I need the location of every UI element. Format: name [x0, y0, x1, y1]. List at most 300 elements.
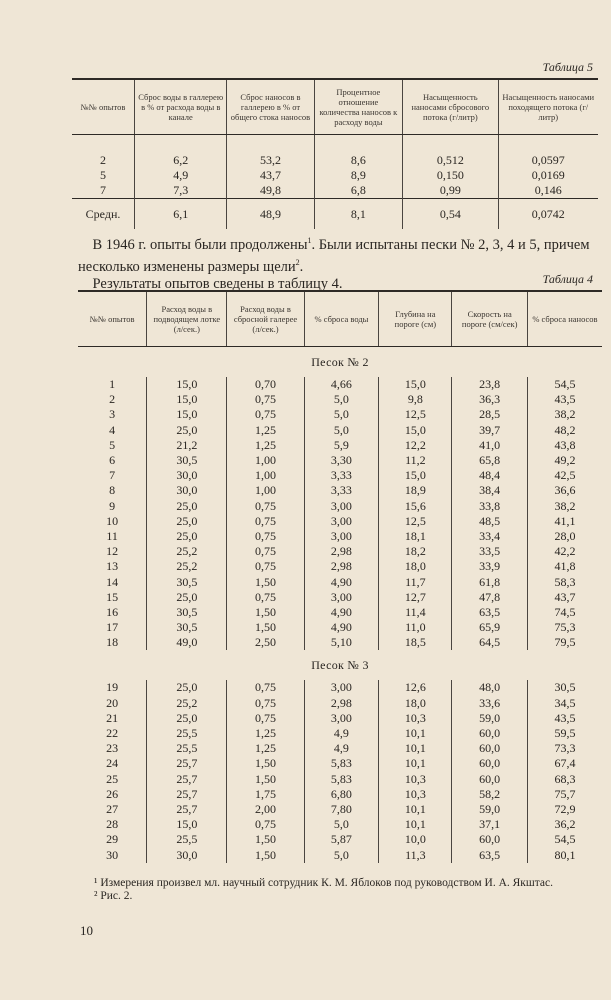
- table4-data-row: [78, 802, 602, 817]
- paragraph-text: Результаты опытов сведены в таблицу 4.: [92, 275, 343, 292]
- table4-data-cell: 30,5: [147, 453, 227, 468]
- table4-data-cell: 1,50: [227, 832, 304, 847]
- table4-data-cell: 25,0: [147, 529, 227, 544]
- table4-data-row: [78, 832, 602, 847]
- table4-data-cell: 12,7: [379, 590, 452, 605]
- table4-data-cell: 6,80: [304, 787, 379, 802]
- table4-data-cell: 20: [106, 695, 119, 710]
- table4-data-cell: 38,4: [452, 483, 527, 498]
- table4-data-cell: 29: [106, 832, 119, 847]
- table-5: [72, 78, 598, 229]
- table4-data-cell: 33,4: [452, 529, 527, 544]
- table4-data-row: [78, 711, 602, 726]
- table4-data-cell: 5,0: [304, 392, 379, 407]
- table5-average-cell: 8,1: [314, 199, 403, 230]
- sand-group-heading: Песок № 2: [311, 354, 369, 369]
- table4-data-cell: 49,0: [147, 635, 227, 650]
- table4-data-cell: 0,75: [227, 407, 304, 422]
- table4-data-cell: 3: [109, 407, 116, 422]
- table4-data-cell: 30,0: [147, 468, 227, 483]
- table4-data-cell: 18,1: [379, 529, 452, 544]
- table4-data-cell: 28: [106, 817, 119, 832]
- table5-data-cell: 0,146: [498, 183, 598, 199]
- table5-header-cell: Насыщенность наносами походящего потока (г/литр): [498, 79, 598, 135]
- table4-data-cell: 25,5: [147, 741, 227, 756]
- table4-data-cell: 30,0: [147, 483, 227, 498]
- table4-data-cell: 25,0: [147, 680, 227, 695]
- table4-data-cell: 25,7: [147, 772, 227, 787]
- table4-data-cell: 60,0: [452, 756, 527, 771]
- table4-data-cell: 7: [109, 468, 116, 483]
- table5-data-cell: 0,512: [403, 135, 498, 169]
- table4-data-row: [78, 529, 602, 544]
- table4-data-row: [78, 605, 602, 620]
- table4-data-cell: 23,8: [452, 377, 527, 392]
- table4-data-cell: 1,25: [227, 741, 304, 756]
- table4-data-cell: 21,2: [147, 438, 227, 453]
- table4-data-cell: 10,3: [379, 772, 452, 787]
- table4-data-cell: 39,7: [452, 423, 527, 438]
- table4-data-cell: 30,5: [147, 620, 227, 635]
- table5-data-cell: 49,8: [227, 183, 314, 199]
- table4-data-cell: 80,1: [527, 847, 602, 862]
- table4-data-cell: 5,87: [304, 832, 379, 847]
- table4-data-cell: 36,6: [527, 483, 602, 498]
- table4-data-cell: 41,8: [527, 559, 602, 574]
- table4-data-cell: 79,5: [527, 635, 602, 650]
- table4-data-cell: 48,0: [452, 680, 527, 695]
- table4-data-cell: 25,0: [147, 711, 227, 726]
- table4-data-cell: 3,00: [304, 711, 379, 726]
- table4-data-cell: 15,0: [147, 392, 227, 407]
- table4-data-cell: 14: [106, 574, 119, 589]
- table5-data-cell: 6,8: [314, 183, 403, 199]
- table4-data-cell: 42,5: [527, 468, 602, 483]
- table4-header-cell: Скорость на пороге (см/сек): [452, 291, 527, 347]
- table4-data-cell: 38,2: [527, 407, 602, 422]
- page-number: 10: [80, 923, 93, 938]
- table4-data-cell: 18,9: [379, 483, 452, 498]
- table4-data-cell: 25,7: [147, 802, 227, 817]
- table5-average-cell: 48,9: [227, 199, 314, 230]
- table5-data-row: [72, 135, 598, 169]
- table4-data-cell: 25,7: [147, 787, 227, 802]
- table4-data-cell: 74,5: [527, 605, 602, 620]
- table4-data-row: [78, 817, 602, 832]
- table4-data-cell: 41,0: [452, 438, 527, 453]
- table4-data-cell: 1,50: [227, 847, 304, 862]
- table5-data-cell: 6,2: [135, 135, 227, 169]
- table4-data-cell: 58,2: [452, 787, 527, 802]
- table4-data-cell: 10,1: [379, 756, 452, 771]
- table4-data-cell: 3,00: [304, 514, 379, 529]
- table4-data-cell: 5: [109, 437, 116, 452]
- table5-data-cell: 0,150: [403, 168, 498, 183]
- table4-data-cell: 3,33: [304, 483, 379, 498]
- table4-data-cell: 0,75: [227, 499, 304, 514]
- table4-data-cell: 36,2: [527, 817, 602, 832]
- table4-data-cell: 33,5: [452, 544, 527, 559]
- table4-data-row: [78, 772, 602, 787]
- table4-data-cell: 15,0: [379, 377, 452, 392]
- table4-data-cell: 10,1: [379, 802, 452, 817]
- table5-data-cell: 7: [100, 183, 107, 197]
- table4-data-row: [78, 453, 602, 468]
- table4-data-cell: 25,0: [147, 590, 227, 605]
- table4-data-cell: 15,0: [379, 423, 452, 438]
- table4-data-cell: 25,0: [147, 514, 227, 529]
- table4-data-cell: 41,1: [527, 514, 602, 529]
- table4-data-cell: 1,25: [227, 726, 304, 741]
- table4-data-cell: 0,75: [227, 711, 304, 726]
- table4-data-cell: 59,0: [452, 711, 527, 726]
- paragraph-text: В 1946 г. опыты были продолжены: [92, 236, 308, 253]
- table4-caption: Таблица 4: [542, 272, 593, 286]
- table5-average-cell: 0,54: [403, 199, 498, 230]
- table4-data-cell: 30,5: [147, 605, 227, 620]
- table4-data-cell: 25: [106, 771, 119, 786]
- paragraph-text: .: [299, 258, 304, 275]
- table4-data-cell: 4,90: [304, 620, 379, 635]
- table4-data-cell: 61,8: [452, 574, 527, 589]
- table4-data-cell: 59,5: [527, 726, 602, 741]
- table4-data-row: [78, 438, 602, 453]
- table4-data-cell: 73,3: [527, 741, 602, 756]
- table4-data-cell: 65,8: [452, 453, 527, 468]
- table5-data-cell: 2: [100, 153, 107, 167]
- table4-data-cell: 27: [106, 801, 119, 816]
- table4-data-cell: 30,0: [147, 847, 227, 862]
- table4-data-cell: 67,4: [527, 756, 602, 771]
- table4-data-cell: 0,75: [227, 392, 304, 407]
- table4-data-cell: 4: [109, 422, 116, 437]
- table5-data-cell: 4,9: [135, 168, 227, 183]
- table4-data-cell: 11,0: [379, 620, 452, 635]
- table4-data-row: [78, 407, 602, 422]
- table4-data-cell: 3,00: [304, 529, 379, 544]
- table5-data-row: [72, 168, 598, 183]
- table4-data-cell: 54,5: [527, 377, 602, 392]
- table4-data-cell: 4,9: [304, 726, 379, 741]
- table4-data-cell: 25,2: [147, 544, 227, 559]
- table4-data-row: [78, 741, 602, 756]
- table4-data-cell: 19: [106, 680, 119, 695]
- table4-data-cell: 12,2: [379, 438, 452, 453]
- table5-average-cell: 0,0742: [498, 199, 598, 230]
- table4-data-cell: 10,1: [379, 726, 452, 741]
- table4-data-cell: 1,00: [227, 468, 304, 483]
- table4-header-row: [78, 291, 602, 347]
- table4-data-cell: 25,0: [147, 423, 227, 438]
- table5-data-cell: 7,3: [135, 183, 227, 199]
- table5-data-cell: 43,7: [227, 168, 314, 183]
- footnote-ref: 2: [295, 257, 300, 267]
- table4-data-cell: 21: [106, 710, 119, 725]
- table4-data-cell: 0,75: [227, 529, 304, 544]
- table4-data-cell: 11: [106, 528, 118, 543]
- table4-data-cell: 25,5: [147, 832, 227, 847]
- table4-data-cell: 13: [106, 559, 119, 574]
- table4-data-cell: 15,6: [379, 499, 452, 514]
- table4-data-cell: 9: [109, 498, 116, 513]
- table4-data-row: [78, 483, 602, 498]
- table4-data-cell: 5,83: [304, 772, 379, 787]
- table4-data-cell: 1,75: [227, 787, 304, 802]
- table4-data-cell: 36,3: [452, 392, 527, 407]
- table4-data-cell: 4,9: [304, 741, 379, 756]
- table4-group-row: [78, 347, 602, 378]
- table4-data-cell: 5,0: [304, 423, 379, 438]
- table4-data-cell: 1,50: [227, 574, 304, 589]
- table4-header-cell: % сброса наносов: [527, 291, 602, 347]
- table4-data-row: [78, 590, 602, 605]
- table5-data-cell: 5: [100, 168, 107, 182]
- table4-data-cell: 8: [109, 483, 116, 498]
- table4-data-cell: 12,6: [379, 680, 452, 695]
- footnote-ref: 1: [307, 236, 312, 245]
- table4-data-cell: 2,98: [304, 544, 379, 559]
- table4-data-cell: 65,9: [452, 620, 527, 635]
- table4-header-cell: Расход воды в подводящем лотке (л/сек.): [147, 291, 227, 347]
- table4-data-cell: 1,00: [227, 453, 304, 468]
- table4-data-cell: 3,00: [304, 590, 379, 605]
- table4-data-cell: 63,5: [452, 605, 527, 620]
- table4-data-cell: 64,5: [452, 635, 527, 650]
- table4-data-cell: 25,2: [147, 559, 227, 574]
- table4-data-cell: 6: [109, 453, 116, 468]
- table4-data-cell: 11,7: [379, 574, 452, 589]
- table4-data-cell: 11,3: [379, 847, 452, 862]
- table-4: [78, 290, 602, 863]
- table4-data-cell: 0,75: [227, 544, 304, 559]
- table4-data-cell: 68,3: [527, 772, 602, 787]
- table4-header-cell: Расход воды в сбросной галерее (л/сек.): [227, 291, 304, 347]
- table4-header-cell: №№ опытов: [78, 291, 147, 347]
- table4-data-cell: 72,9: [527, 802, 602, 817]
- body-paragraph: [78, 232, 600, 293]
- table4-data-cell: 43,5: [527, 392, 602, 407]
- sand-group-heading: Песок № 3: [311, 657, 369, 672]
- table4-data-row: [78, 635, 602, 650]
- table4-data-cell: 47,8: [452, 590, 527, 605]
- table4-data-cell: 15,0: [147, 407, 227, 422]
- table5-average-row: [72, 199, 598, 230]
- table4-data-cell: 7,80: [304, 802, 379, 817]
- table4-data-cell: 60,0: [452, 772, 527, 787]
- table4-data-cell: 0,75: [227, 817, 304, 832]
- table4-data-cell: 38,2: [527, 499, 602, 514]
- table4-data-cell: 4,66: [304, 377, 379, 392]
- table4-data-cell: 18,2: [379, 544, 452, 559]
- table4-data-row: [78, 620, 602, 635]
- table4-data-cell: 5,83: [304, 756, 379, 771]
- table4-data-cell: 18,0: [379, 559, 452, 574]
- table4-data-row: [78, 680, 602, 695]
- table4-data-cell: 9,8: [379, 392, 452, 407]
- table4-data-cell: 2,50: [227, 635, 304, 650]
- table4-data-cell: 26: [106, 786, 119, 801]
- table4-data-row: [78, 468, 602, 483]
- table4-data-cell: 48,4: [452, 468, 527, 483]
- table4-data-row: [78, 499, 602, 514]
- footnotes: [80, 877, 605, 903]
- table5-data-row: [72, 183, 598, 199]
- table4-data-cell: 12,5: [379, 514, 452, 529]
- table5-data-cell: 8,9: [314, 168, 403, 183]
- table4-data-row: [78, 726, 602, 741]
- table4-data-cell: 75,3: [527, 620, 602, 635]
- table5-data-cell: 8,6: [314, 135, 403, 169]
- table4-data-row: [78, 787, 602, 802]
- table4-data-cell: 30: [106, 847, 119, 862]
- table4-data-cell: 12: [106, 544, 119, 559]
- table4-data-cell: 0,70: [227, 377, 304, 392]
- table4-data-cell: 4,90: [304, 574, 379, 589]
- table4-data-cell: 10,3: [379, 711, 452, 726]
- table4-data-row: [78, 574, 602, 589]
- table4-data-cell: 15: [106, 589, 119, 604]
- table4-data-cell: 11,4: [379, 605, 452, 620]
- table4-data-cell: 48,2: [527, 423, 602, 438]
- table4-data-cell: 34,5: [527, 696, 602, 711]
- table4-data-cell: 43,7: [527, 590, 602, 605]
- table4-data-cell: 5,0: [304, 847, 379, 862]
- table4-data-cell: 15,0: [147, 817, 227, 832]
- table5-header-cell: Процентное отношение количества наносов к расходу воды: [314, 79, 403, 135]
- table4-data-cell: 30,5: [147, 574, 227, 589]
- table4-data-cell: 10: [106, 513, 119, 528]
- table4-data-cell: 5,9: [304, 438, 379, 453]
- table4-data-cell: 18,5: [379, 635, 452, 650]
- table4-data-cell: 42,2: [527, 544, 602, 559]
- table4-data-cell: 33,6: [452, 696, 527, 711]
- table4-data-cell: 3,30: [304, 453, 379, 468]
- table4-data-cell: 33,8: [452, 499, 527, 514]
- table4-data-cell: 0,75: [227, 590, 304, 605]
- table4-data-cell: 5,0: [304, 817, 379, 832]
- table4-data-row: [78, 756, 602, 771]
- table5-data-cell: 0,99: [403, 183, 498, 199]
- table4-data-cell: 3,00: [304, 680, 379, 695]
- table5-average-cell: Средн.: [72, 199, 135, 230]
- table4-data-cell: 1,25: [227, 438, 304, 453]
- table4-data-row: [78, 392, 602, 407]
- table4-data-cell: 22: [106, 726, 119, 741]
- table4-data-cell: 10,3: [379, 787, 452, 802]
- table4-data-cell: 10,0: [379, 832, 452, 847]
- table4-data-row: [78, 544, 602, 559]
- table4-data-cell: 15,0: [147, 377, 227, 392]
- table4-data-cell: 17: [106, 620, 119, 635]
- table4-data-cell: 2,00: [227, 802, 304, 817]
- table4-data-cell: 43,8: [527, 438, 602, 453]
- table4-data-cell: 15,0: [379, 468, 452, 483]
- table4-data-cell: 2: [109, 392, 116, 407]
- table5-caption: Таблица 5: [542, 60, 593, 74]
- table4-data-cell: 1,50: [227, 756, 304, 771]
- table4-data-cell: 16: [106, 604, 119, 619]
- table5-header-cell: Сброс наносов в галлерею в % от общего стока наносов: [227, 79, 314, 135]
- table5-header-row: [72, 79, 598, 135]
- table4-data-cell: 0,75: [227, 559, 304, 574]
- table4-data-cell: 60,0: [452, 832, 527, 847]
- table4-data-cell: 60,0: [452, 726, 527, 741]
- table4-data-cell: 1,50: [227, 620, 304, 635]
- table4-data-cell: 63,5: [452, 847, 527, 862]
- table4-data-cell: 43,5: [527, 711, 602, 726]
- table4-data-cell: 11,2: [379, 453, 452, 468]
- table4-group-row: [78, 650, 602, 680]
- table4-data-cell: 18: [106, 635, 119, 650]
- table4-data-cell: 54,5: [527, 832, 602, 847]
- table4-data-cell: 10,1: [379, 817, 452, 832]
- table4-data-cell: 1,50: [227, 605, 304, 620]
- table4-data-row: [78, 847, 602, 862]
- table4-data-row: [78, 559, 602, 574]
- table4-data-cell: 5,10: [304, 635, 379, 650]
- table5-data-cell: 0,0597: [498, 135, 598, 169]
- table4-data-cell: 10,1: [379, 741, 452, 756]
- table4-data-cell: 1,50: [227, 772, 304, 787]
- table5-header-cell: №№ опытов: [72, 79, 135, 135]
- table4-data-cell: 18,0: [379, 696, 452, 711]
- table4-data-cell: 5,0: [304, 407, 379, 422]
- table4-data-cell: 2,98: [304, 559, 379, 574]
- table5-average-cell: 6,1: [135, 199, 227, 230]
- table4-data-cell: 25,2: [147, 696, 227, 711]
- table4-header-cell: Глубина на пороге (см): [379, 291, 452, 347]
- table4-data-cell: 24: [106, 756, 119, 771]
- table4-header-cell: % сброса воды: [304, 291, 379, 347]
- table5-data-cell: 0,0169: [498, 168, 598, 183]
- table4-data-cell: 25,0: [147, 499, 227, 514]
- table4-data-row: [78, 696, 602, 711]
- table4-data-cell: 49,2: [527, 453, 602, 468]
- table4-data-cell: 25,5: [147, 726, 227, 741]
- table4-data-cell: 1,25: [227, 423, 304, 438]
- paragraph-text: . Были испытаны пески № 2, 3, 4 и 5, причем несколько изменены размеры щели: [78, 236, 590, 275]
- table4-data-cell: 0,75: [227, 514, 304, 529]
- table4-data-cell: 75,7: [527, 787, 602, 802]
- table4-data-cell: 28,0: [527, 529, 602, 544]
- table4-data-row: [78, 423, 602, 438]
- table5-header-cell: Сброс воды в галлерею в % от расхода воды в канале: [135, 79, 227, 135]
- table5-data-cell: 53,2: [227, 135, 314, 169]
- table4-data-cell: 33,9: [452, 559, 527, 574]
- footnote-2: ² Рис. 2.: [94, 890, 133, 902]
- table4-data-cell: 23: [106, 741, 119, 756]
- table4-data-cell: 12,5: [379, 407, 452, 422]
- table4-data-cell: 3,33: [304, 468, 379, 483]
- table4-data-cell: 4,90: [304, 605, 379, 620]
- table4-data-row: [78, 514, 602, 529]
- table4-data-row: [78, 377, 602, 392]
- table4-data-cell: 30,5: [527, 680, 602, 695]
- table4-data-cell: 0,75: [227, 696, 304, 711]
- table4-data-cell: 1,00: [227, 483, 304, 498]
- footnote-1: ¹ Измерения произвел мл. научный сотрудник К. М. Яблоков под руководством И. А. Якштас.: [94, 877, 553, 889]
- table4-data-cell: 1: [109, 377, 116, 392]
- table4-data-cell: 3,00: [304, 499, 379, 514]
- table4-data-cell: 60,0: [452, 741, 527, 756]
- table4-data-cell: 2,98: [304, 696, 379, 711]
- table4-data-cell: 59,0: [452, 802, 527, 817]
- table4-data-cell: 0,75: [227, 680, 304, 695]
- table4-data-cell: 37,1: [452, 817, 527, 832]
- table4-data-cell: 58,3: [527, 574, 602, 589]
- table4-data-cell: 28,5: [452, 407, 527, 422]
- table4-data-cell: 25,7: [147, 756, 227, 771]
